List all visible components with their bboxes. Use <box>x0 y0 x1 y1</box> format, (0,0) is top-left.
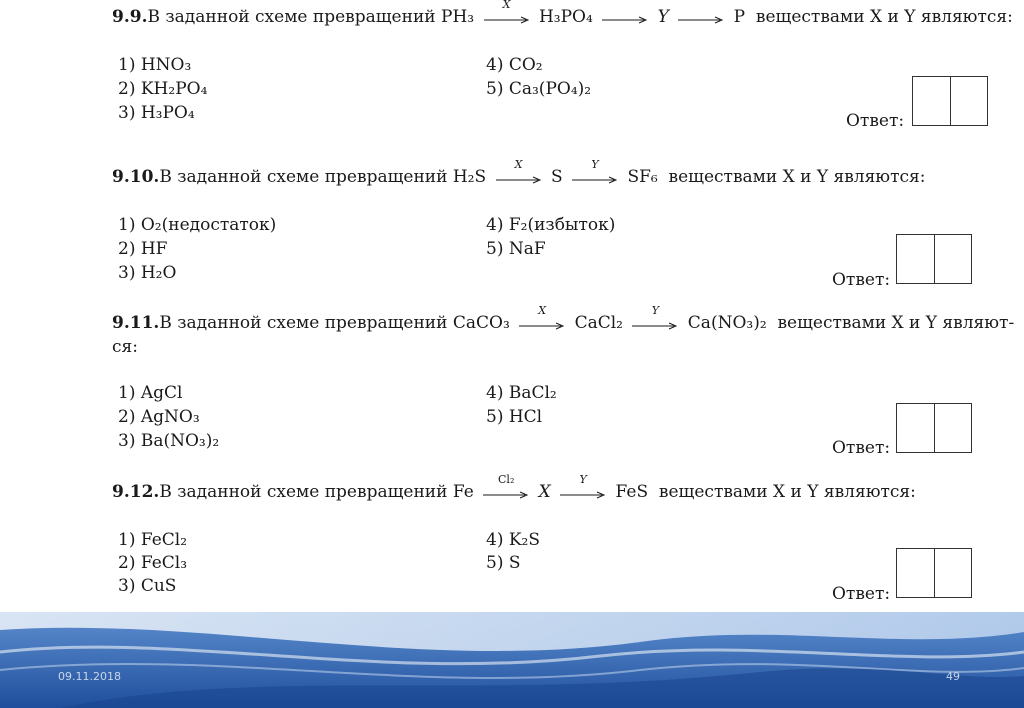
option: 4) K₂S <box>486 530 541 550</box>
answer-box[interactable] <box>896 234 972 284</box>
answer-box[interactable] <box>896 548 972 598</box>
problem-9-10-header <box>112 157 926 187</box>
answer-cell-x[interactable] <box>913 77 951 125</box>
option: 1) FeCl₂ <box>118 530 188 550</box>
option: 3) Ba(NO₃)₂ <box>118 431 220 451</box>
problem-9-9-header <box>112 0 1013 27</box>
scheme-end: P <box>733 7 746 27</box>
option: 4) CO₂ <box>486 55 543 75</box>
reaction-arrow: Cl₂ <box>483 486 529 500</box>
answer-cell-x[interactable] <box>897 235 935 283</box>
scheme-start: Fe <box>452 482 474 502</box>
wave-decoration <box>0 612 1024 708</box>
scheme-mid2: Y <box>657 7 669 27</box>
answer-label: Ответ: <box>832 584 891 604</box>
problem-9-12-header <box>112 472 916 502</box>
scheme-start: PH₃ <box>441 7 475 27</box>
problem-number: 9.12. <box>112 482 160 502</box>
problem-text: В заданной схеме превращений <box>159 482 448 502</box>
answer-cell-x[interactable] <box>897 549 935 597</box>
option: 3) H₂O <box>118 263 177 283</box>
option: 3) CuS <box>118 576 177 596</box>
scheme-mid: X <box>538 482 551 502</box>
reaction-arrow: Y <box>572 171 618 185</box>
scheme-end: FeS <box>615 482 649 502</box>
scheme-end: Ca(NO₃)₂ <box>687 313 767 333</box>
option: 4) BaCl₂ <box>486 383 557 403</box>
problem-tail: веществами X и Y являются: <box>658 482 916 502</box>
answer-cell-y[interactable] <box>935 404 972 452</box>
problem-text: В заданной схеме превращений <box>159 313 448 333</box>
footer-wave-band <box>0 612 1024 708</box>
reaction-arrow: X <box>484 11 530 25</box>
scheme-end: SF₆ <box>627 167 658 187</box>
footer-date: 09.11.2018 <box>58 670 121 683</box>
problem-tail-wrap: ся: <box>112 337 138 357</box>
reaction-arrow: X <box>519 317 565 331</box>
answer-box[interactable] <box>896 403 972 453</box>
answer-cell-y[interactable] <box>935 549 972 597</box>
reaction-arrow: X <box>496 171 542 185</box>
option: 2) HF <box>118 239 168 259</box>
answer-label: Ответ: <box>832 270 891 290</box>
reaction-arrow: Y <box>632 317 678 331</box>
problem-number: 9.10. <box>112 167 160 187</box>
reaction-arrow <box>678 11 724 25</box>
option: 5) S <box>486 553 521 573</box>
reaction-arrow <box>602 11 648 25</box>
option: 5) NaF <box>486 239 546 259</box>
option: 1) HNO₃ <box>118 55 192 75</box>
option: 2) AgNO₃ <box>118 407 200 427</box>
reaction-arrow: Y <box>560 486 606 500</box>
scheme-mid: H₃PO₄ <box>538 7 593 27</box>
option: 1) AgCl <box>118 383 183 403</box>
answer-cell-y[interactable] <box>951 77 988 125</box>
option: 5) HCl <box>486 407 543 427</box>
option: 2) KH₂PO₄ <box>118 79 208 99</box>
problem-number: 9.9. <box>112 7 148 27</box>
problem-text: В заданной схеме превращений <box>159 167 448 187</box>
answer-cell-x[interactable] <box>897 404 935 452</box>
scheme-start: CaCO₃ <box>452 313 510 333</box>
answer-box[interactable] <box>912 76 988 126</box>
scheme-start: H₂S <box>452 167 487 187</box>
answer-label: Ответ: <box>832 438 891 458</box>
problem-text: В заданной схеме превращений <box>147 7 436 27</box>
option: 1) O₂(недостаток) <box>118 215 277 235</box>
problem-tail: веществами X и Y являют- <box>777 313 1015 333</box>
scheme-mid: CaCl₂ <box>574 313 623 333</box>
problem-number: 9.11. <box>112 313 160 333</box>
problem-9-11-header <box>112 303 1015 333</box>
option: 5) Ca₃(PO₄)₂ <box>486 79 592 99</box>
answer-cell-y[interactable] <box>935 235 972 283</box>
option: 3) H₃PO₄ <box>118 103 195 123</box>
option: 2) FeCl₃ <box>118 553 188 573</box>
scheme-mid: S <box>550 167 563 187</box>
problem-tail: веществами X и Y являются: <box>668 167 926 187</box>
answer-label: Ответ: <box>846 111 905 131</box>
page-number: 49 <box>946 670 960 683</box>
problem-tail: веществами X и Y являются: <box>755 7 1013 27</box>
option: 4) F₂(избыток) <box>486 215 616 235</box>
